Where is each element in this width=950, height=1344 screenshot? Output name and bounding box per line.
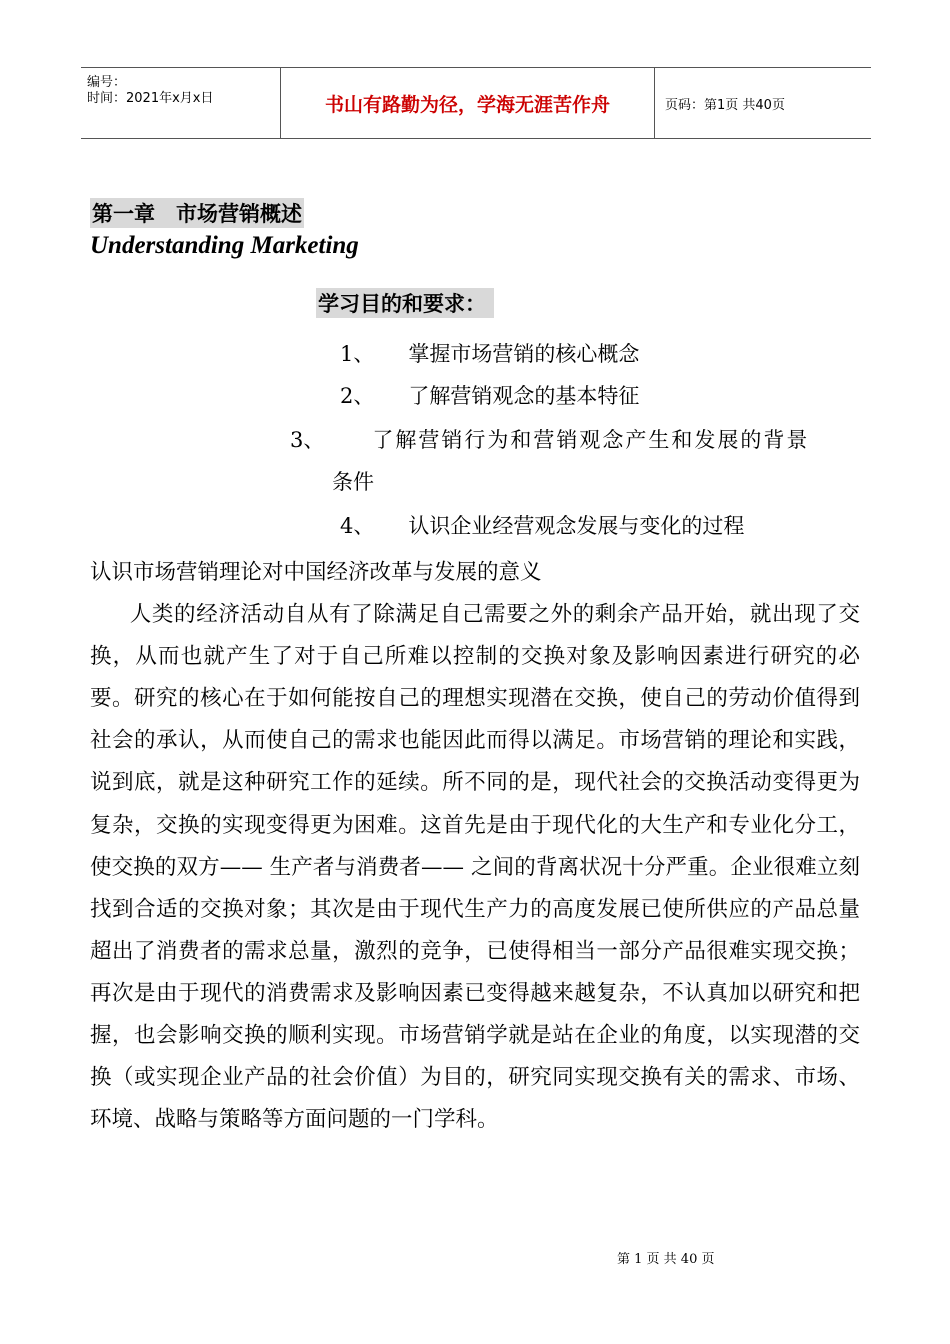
- objective-item-continuation: 条件: [332, 470, 374, 494]
- page-footer: 第 1 页 共 40 页: [617, 1252, 715, 1267]
- objective-text: 认识企业经营观念发展与变化的过程: [408, 514, 745, 538]
- chapter-title-en: Understanding Marketing: [90, 232, 359, 259]
- objective-item: [340, 510, 744, 540]
- motto: 书山有路勤为径，学海无涯苦作舟: [281, 68, 655, 138]
- objective-number: 4、: [340, 514, 375, 538]
- objective-item: [290, 424, 809, 454]
- body-text: [90, 552, 860, 1141]
- number-label: 编号：: [87, 75, 127, 90]
- objective-number: 1、: [340, 342, 375, 366]
- header-meta-cell: [81, 68, 281, 138]
- header-table: [81, 67, 871, 139]
- chapter-title: 第一章 市场营销概述: [90, 198, 304, 228]
- objective-text: 了解营销观念的基本特征: [408, 384, 640, 408]
- objective-number: 2、: [340, 384, 375, 408]
- time-label: 时间：2021年x月x日: [87, 91, 214, 106]
- body-paragraph: 人类的经济活动自从有了除满足自己需要之外的剩余产品开始，就出现了交换，从而也就产生了对于自己所难以控制的交换对象及影响因素进行研究的必要。研究的核心在于如何能按自己的理想实现潜在交换，使自己的劳动价值得到社会的承认，从而使自己的需求也能因此而得以满足。市场营销的理论和实践，说到底，就是这种研究工作的延续。所不同的是，现代社会的交换活动变得更为复杂，交换的实现变得更为困难。这首先是由于现代化的大生产和专业化分工，使交换的双方—— 生产者与消费者—— 之间的背离状况十分严重。企业很难立刻找到合适的交换对象；其次是由于现代生产力的高度发展已使所供应的产品总量超出了消费者的需求总量，激烈的竞争，已使得相当一部分产品很难实现交换；再次是由于现代的消费需求及影响因素已变得越来越复杂，不认真加以研究和把握，也会影响交换的顺利实现。市场营销学就是站在企业的角度，以实现潜的交换（或实现企业产品的社会价值）为目的，研究同实现交换有关的需求、市场、环境、战略与策略等方面问题的一门学科。: [90, 602, 860, 1133]
- page-indicator: 页码：第1页 共40页: [665, 97, 785, 113]
- objective-item: [340, 380, 639, 410]
- objective-line: 认识市场营销理论对中国经济改革与发展的意义: [90, 560, 542, 585]
- objective-text: 掌握市场营销的核心概念: [408, 342, 640, 366]
- objective-item: [340, 338, 639, 368]
- objectives-heading: 学习目的和要求：: [316, 288, 494, 318]
- objective-number: 3、: [290, 428, 325, 452]
- objective-text: 了解营销行为和营销观念产生和发展的背景: [372, 428, 810, 452]
